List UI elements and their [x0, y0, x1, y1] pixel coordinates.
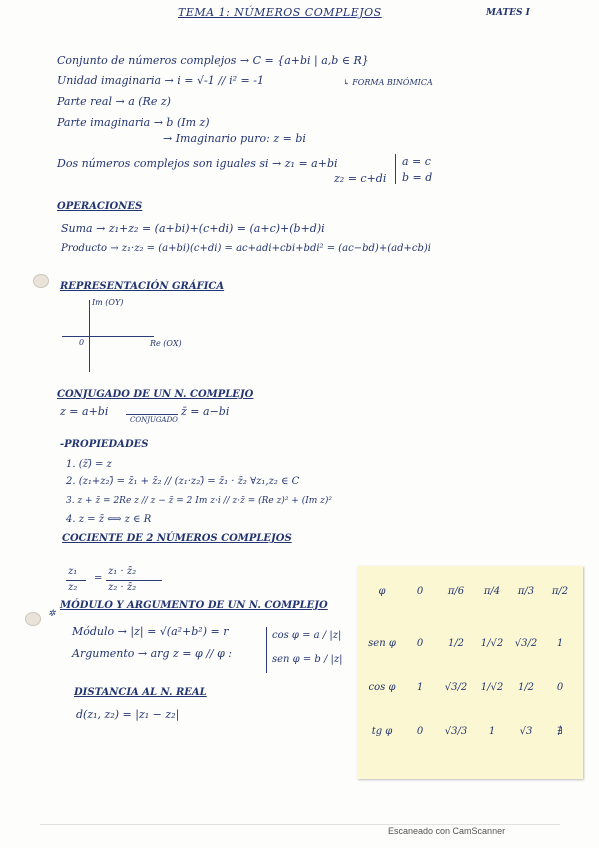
table-cell: √3/2 [514, 638, 538, 649]
table-cell: π/4 [483, 586, 501, 597]
table-cell: φ [378, 586, 386, 597]
heading-modulo: MÓDULO Y ARGUMENTO DE UN N. COMPLEJO [60, 600, 328, 611]
table-cell: 1 [416, 682, 424, 693]
table-cell: 1 [488, 726, 496, 737]
graph-x-label: Re (OX) [150, 339, 182, 348]
def-igualdad-z2: z₂ = c+di [334, 172, 387, 185]
def-parte-imaginaria: Parte imaginaria → b (Im z) [57, 116, 210, 129]
def-imaginario-puro: → Imaginario puro: z = bi [163, 132, 306, 145]
conjugado-arrow-label: CONJUGADO [130, 416, 178, 424]
cociente-num-left: z₁ [68, 566, 78, 577]
heading-cociente: COCIENTE DE 2 NÚMEROS COMPLEJOS [62, 533, 292, 544]
conjugado-arrow [126, 414, 178, 415]
op-suma: Suma → z₁+z₂ = (a+bi)+(c+di) = (a+c)+(b+d)i [61, 222, 325, 235]
subject-label: MATES I [486, 8, 530, 18]
argumento-sen: sen φ = b / |z| [272, 654, 343, 665]
heading-propiedades: -PROPIEDADES [60, 439, 149, 450]
star-mark-icon: ✲ [48, 609, 56, 619]
footer-divider [40, 824, 560, 825]
table-cell: 1/2 [447, 638, 465, 649]
graph-x-axis [62, 336, 154, 337]
punch-hole-top [33, 274, 49, 288]
table-cell: cos φ [368, 682, 396, 693]
conjugado-left: z = a+bi [60, 405, 109, 418]
cociente-equals: = [94, 573, 103, 584]
scanner-footer: Escaneado con CamScanner [388, 826, 506, 836]
cociente-bar-right [106, 580, 162, 581]
propiedad-2: 2. (z₁+z₂)̄ = z̄₁ + z̄₂ // (z₁·z₂)̄ = z̄₁ · z̄₂ ∀z₁,z₂ ∈ C [66, 476, 300, 487]
page-title: TEMA 1: NÚMEROS COMPLEJOS [178, 6, 382, 19]
propiedad-4: 4. z = z̄ ⟺ z ∈ R [66, 514, 152, 525]
def-igualdad-a: a = c [402, 155, 431, 168]
cociente-num-right: z₁ · z̄₂ [108, 566, 137, 577]
modulo-formula: Módulo → |z| = √(a²+b²) = r [72, 625, 229, 638]
distancia-formula: d(z₁, z₂) = |z₁ − z₂| [76, 708, 180, 721]
table-cell: √3 [519, 726, 533, 737]
table-cell: 1/2 [517, 682, 535, 693]
table-cell: π/2 [551, 586, 569, 597]
graph-origin: 0 [79, 338, 85, 347]
table-cell: sen φ [368, 638, 396, 649]
cociente-den-left: z₂ [68, 582, 78, 593]
cociente-den-right: z₂ · z̄₂ [108, 582, 137, 593]
def-conjunto: Conjunto de números complejos → C = {a+bi | a,b ∈ R} [57, 54, 369, 67]
def-unidad-imaginaria: Unidad imaginaria → i = √-1 // i² = -1 [57, 74, 264, 87]
graph-y-label: Im (OY) [92, 298, 124, 307]
table-cell: 1/√2 [480, 638, 504, 649]
table-cell: 0 [416, 726, 424, 737]
table-cell: 0 [416, 638, 424, 649]
table-cell: ∄ [557, 726, 563, 737]
op-producto: Producto → z₁·z₂ = (a+bi)(c+di) = ac+adi+cbi+bdi² = (ac−bd)+(ad+cb)i [61, 243, 431, 254]
trig-table-note [357, 566, 583, 779]
def-igualdad-b: b = d [402, 171, 433, 184]
table-cell: 0 [416, 586, 424, 597]
argumento-formula: Argumento → arg z = φ // φ : [72, 647, 232, 660]
def-igualdad: Dos números complejos son iguales si → z₁ = a+bi [57, 157, 338, 170]
propiedad-1: 1. (z̄)̄ = z [66, 459, 112, 470]
propiedad-3: 3. z + z̄ = 2Re z // z − z̄ = 2 Im z·i // z·z̄ = (Re z)² + (Im z)² [66, 496, 333, 506]
table-cell: √3/3 [444, 726, 468, 737]
table-cell: 0 [556, 682, 564, 693]
conjugado-right: z̄ = a−bi [181, 405, 230, 418]
argumento-brace [266, 627, 267, 673]
cociente-bar-left [66, 580, 86, 581]
heading-representacion: REPRESENTACIÓN GRÁFICA [60, 281, 225, 292]
table-cell: tg φ [371, 726, 393, 737]
igualdad-brace [395, 154, 396, 184]
table-cell: √3/2 [444, 682, 468, 693]
heading-operaciones: OPERACIONES [57, 201, 143, 212]
heading-conjugado: CONJUGADO DE UN N. COMPLEJO [57, 389, 254, 400]
table-cell: π/6 [447, 586, 465, 597]
heading-distancia: DISTANCIA AL N. REAL [74, 687, 207, 698]
table-cell: 1/√2 [480, 682, 504, 693]
argumento-cos: cos φ = a / |z| [272, 630, 342, 641]
def-parte-real: Parte real → a (Re z) [57, 95, 171, 108]
table-cell: 1 [556, 638, 564, 649]
table-cell: π/3 [517, 586, 535, 597]
forma-binomica-note: ↳ FORMA BINÓMICA [343, 78, 433, 87]
punch-hole-bottom [25, 612, 41, 626]
